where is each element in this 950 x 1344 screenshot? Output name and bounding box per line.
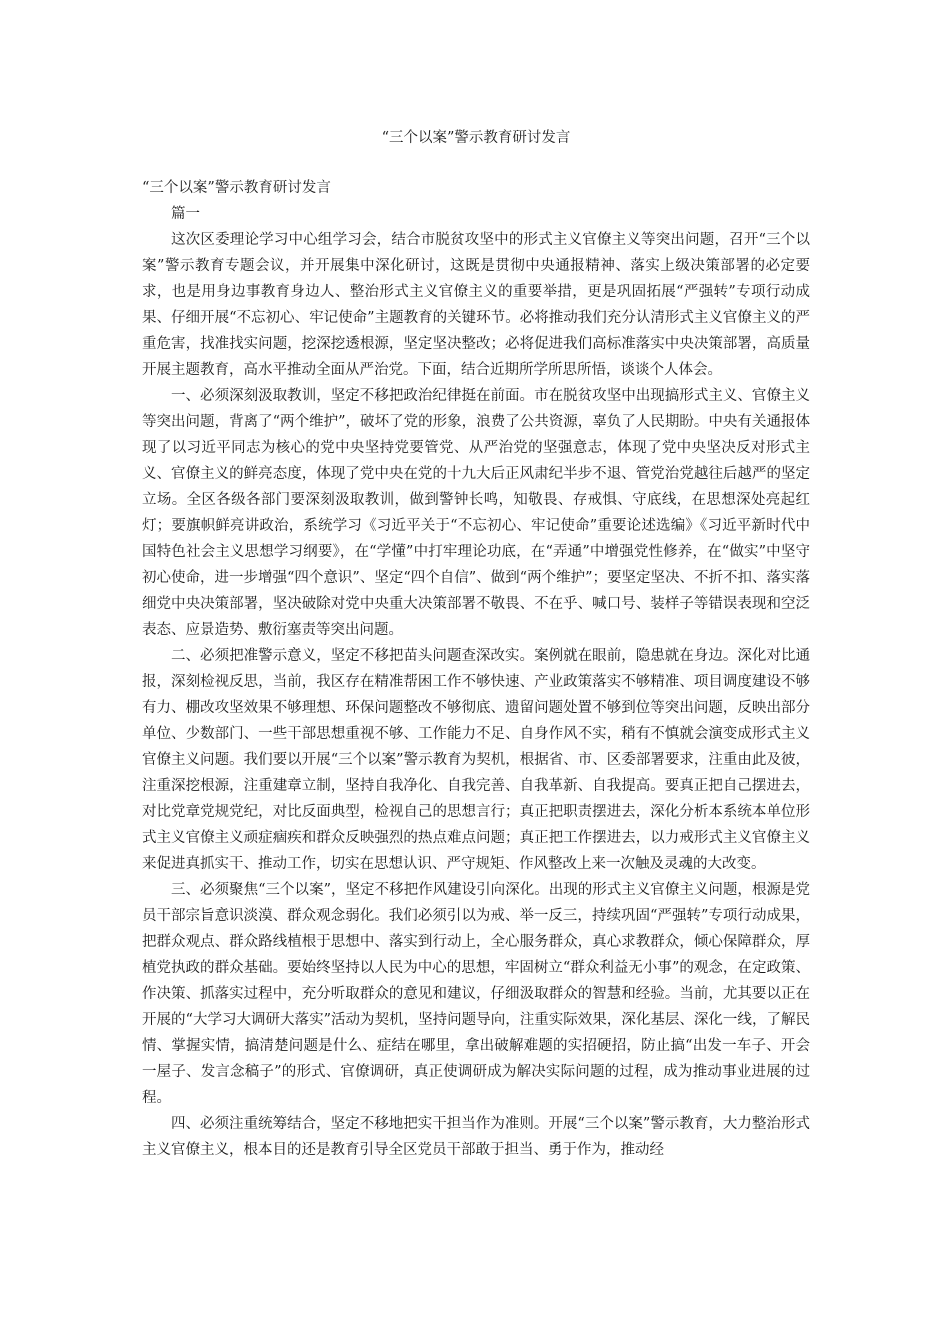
paragraph-intro: 这次区委理论学习中心组学习会，结合市脱贫攻坚中的形式主义官僚主义等突出问题，召开“三个以案”警示教育专题会议，并开展集中深化研讨，这既是贯彻中央通报精神、落实上级决策部署的必定要求，也是用身边事教育身边人、整治形式主义官僚主义的重要举措，更是巩固拓展“严强转”专项行动成果、仔细开展“不忘初心、牢记使命”主题教育的关键环节。必将推动我们充分认清形式主义官僚主义的严重危害，找准找实问题，挖深挖透根源，坚定坚决整改；必将促进我们高标准落实中央决策部署，高质量开展主题教育，高水平推动全面从严治党。下面，结合近期所学所思所悟，谈谈个人体会。	[142, 232, 810, 378]
paragraph-point-1: 一、必须深刻汲取教训，坚定不移把政治纪律挺在前面。市在脱贫攻坚中出现搞形式主义、官僚主义等突出问题，背离了“两个维护”，破坏了党的形象，浪费了公共资源，辜负了人民期盼。中央有关通报体现了以习近平同志为核心的党中央坚持党要管党、从严治党的坚强意志，体现了党中央坚决反对形式主义、官僚主义的鲜亮态度，体现了党中央在党的十九大后正风肃纪半步不退、管党治党越往后越严的坚定立场。全区各级各部门要深刻汲取教训，做到警钟长鸣，知敬畏、存戒惧、守底线，在思想深处亮起红灯；要旗帜鲜亮讲政治，系统学习《习近平关于“不忘初心、牢记使命”重要论述选编》《习近平新时代中国特色社会主义思想学习纲要》，在“学懂”中打牢理论功底，在“弄通”中增强党性修养，在“做实”中坚守初心使命，进一步增强“四个意识”、坚定“四个自信”、做到“两个维护”；要坚定坚决、不折不扣、落实落细党中央决策部署，坚决破除对党中央重大决策部署不敬畏、不在乎、喊口号、装样子等错误表现和空泛表态、应景造势、敷衍塞责等突出问题。	[142, 388, 810, 638]
paragraph-point-4: 四、必须注重统筹结合，坚定不移地把实干担当作为准则。开展“三个以案”警示教育，大力整治形式主义官僚主义，根本目的还是教育引导全区党员干部敢于担当、勇于作为，推动经	[142, 1116, 810, 1158]
paragraph-point-2: 二、必须把准警示意义，坚定不移把苗头问题查深改实。案例就在眼前，隐患就在身边。深化对比通报，深刻检视反思，当前，我区存在精准帮困工作不够快速、产业政策落实不够精准、项目调度建设不够有力、棚改攻坚效果不够理想、环保问题整改不够彻底、遗留问题处置不够到位等突出问题，反映出部分单位、少数部门、一些干部思想重视不够、工作能力不足、自身作风不实，稍有不慎就会演变成形式主义官僚主义问题。我们要以开展“三个以案”警示教育为契机，根据省、市、区委部署要求，注重由此及彼，注重深挖根源，注重建章立制，坚持自我净化、自我完善、自我革新、自我提高。要真正把自己摆进去，对比党章党规党纪，对比反面典型，检视自己的思想言行；真正把职责摆进去，深化分析本系统本单位形式主义官僚主义顽症痼疾和群众反映强烈的热点难点问题；真正把工作摆进去，以力戒形式主义官僚主义来促进真抓实干、推动工作，切实在思想认识、严守规矩、作风整改上来一次触及灵魂的大改变。	[142, 648, 810, 872]
document-page	[142, 0, 810, 1344]
document-title: “三个以案”警示教育研讨发言	[381, 130, 571, 146]
section-label: 篇一	[171, 206, 200, 222]
paragraph-point-3: 三、必须聚焦“三个以案”，坚定不移把作风建设引向深化。出现的形式主义官僚主义问题，根源是党员干部宗旨意识淡漠、群众观念弱化。我们必须引以为戒、举一反三，持续巩固“严强转”专项行动成果，把群众观点、群众路线植根于思想中、落实到行动上，全心服务群众，真心求教群众，倾心保障群众，厚植党执政的群众基础。要始终坚持以人民为中心的思想，牢固树立“群众利益无小事”的观念，在定政策、作决策、抓落实过程中，充分听取群众的意见和建议，仔细汲取群众的智慧和经验。当前，尤其要以正在开展的“大学习大调研大落实”活动为契机，坚持问题导向，注重实际效果，深化基层、深化一线，了解民情、掌握实情，搞清楚问题是什么、症结在哪里，拿出破解难题的实招硬招，防止搞“出发一车子、开会一屋子、发言念稿子”的形式、官僚调研，真正使调研成为解决实际问题的过程，成为推动事业进展的过程。	[142, 882, 810, 1106]
document-subtitle: “三个以案”警示教育研讨发言	[142, 180, 331, 196]
document-body	[142, 175, 810, 1163]
